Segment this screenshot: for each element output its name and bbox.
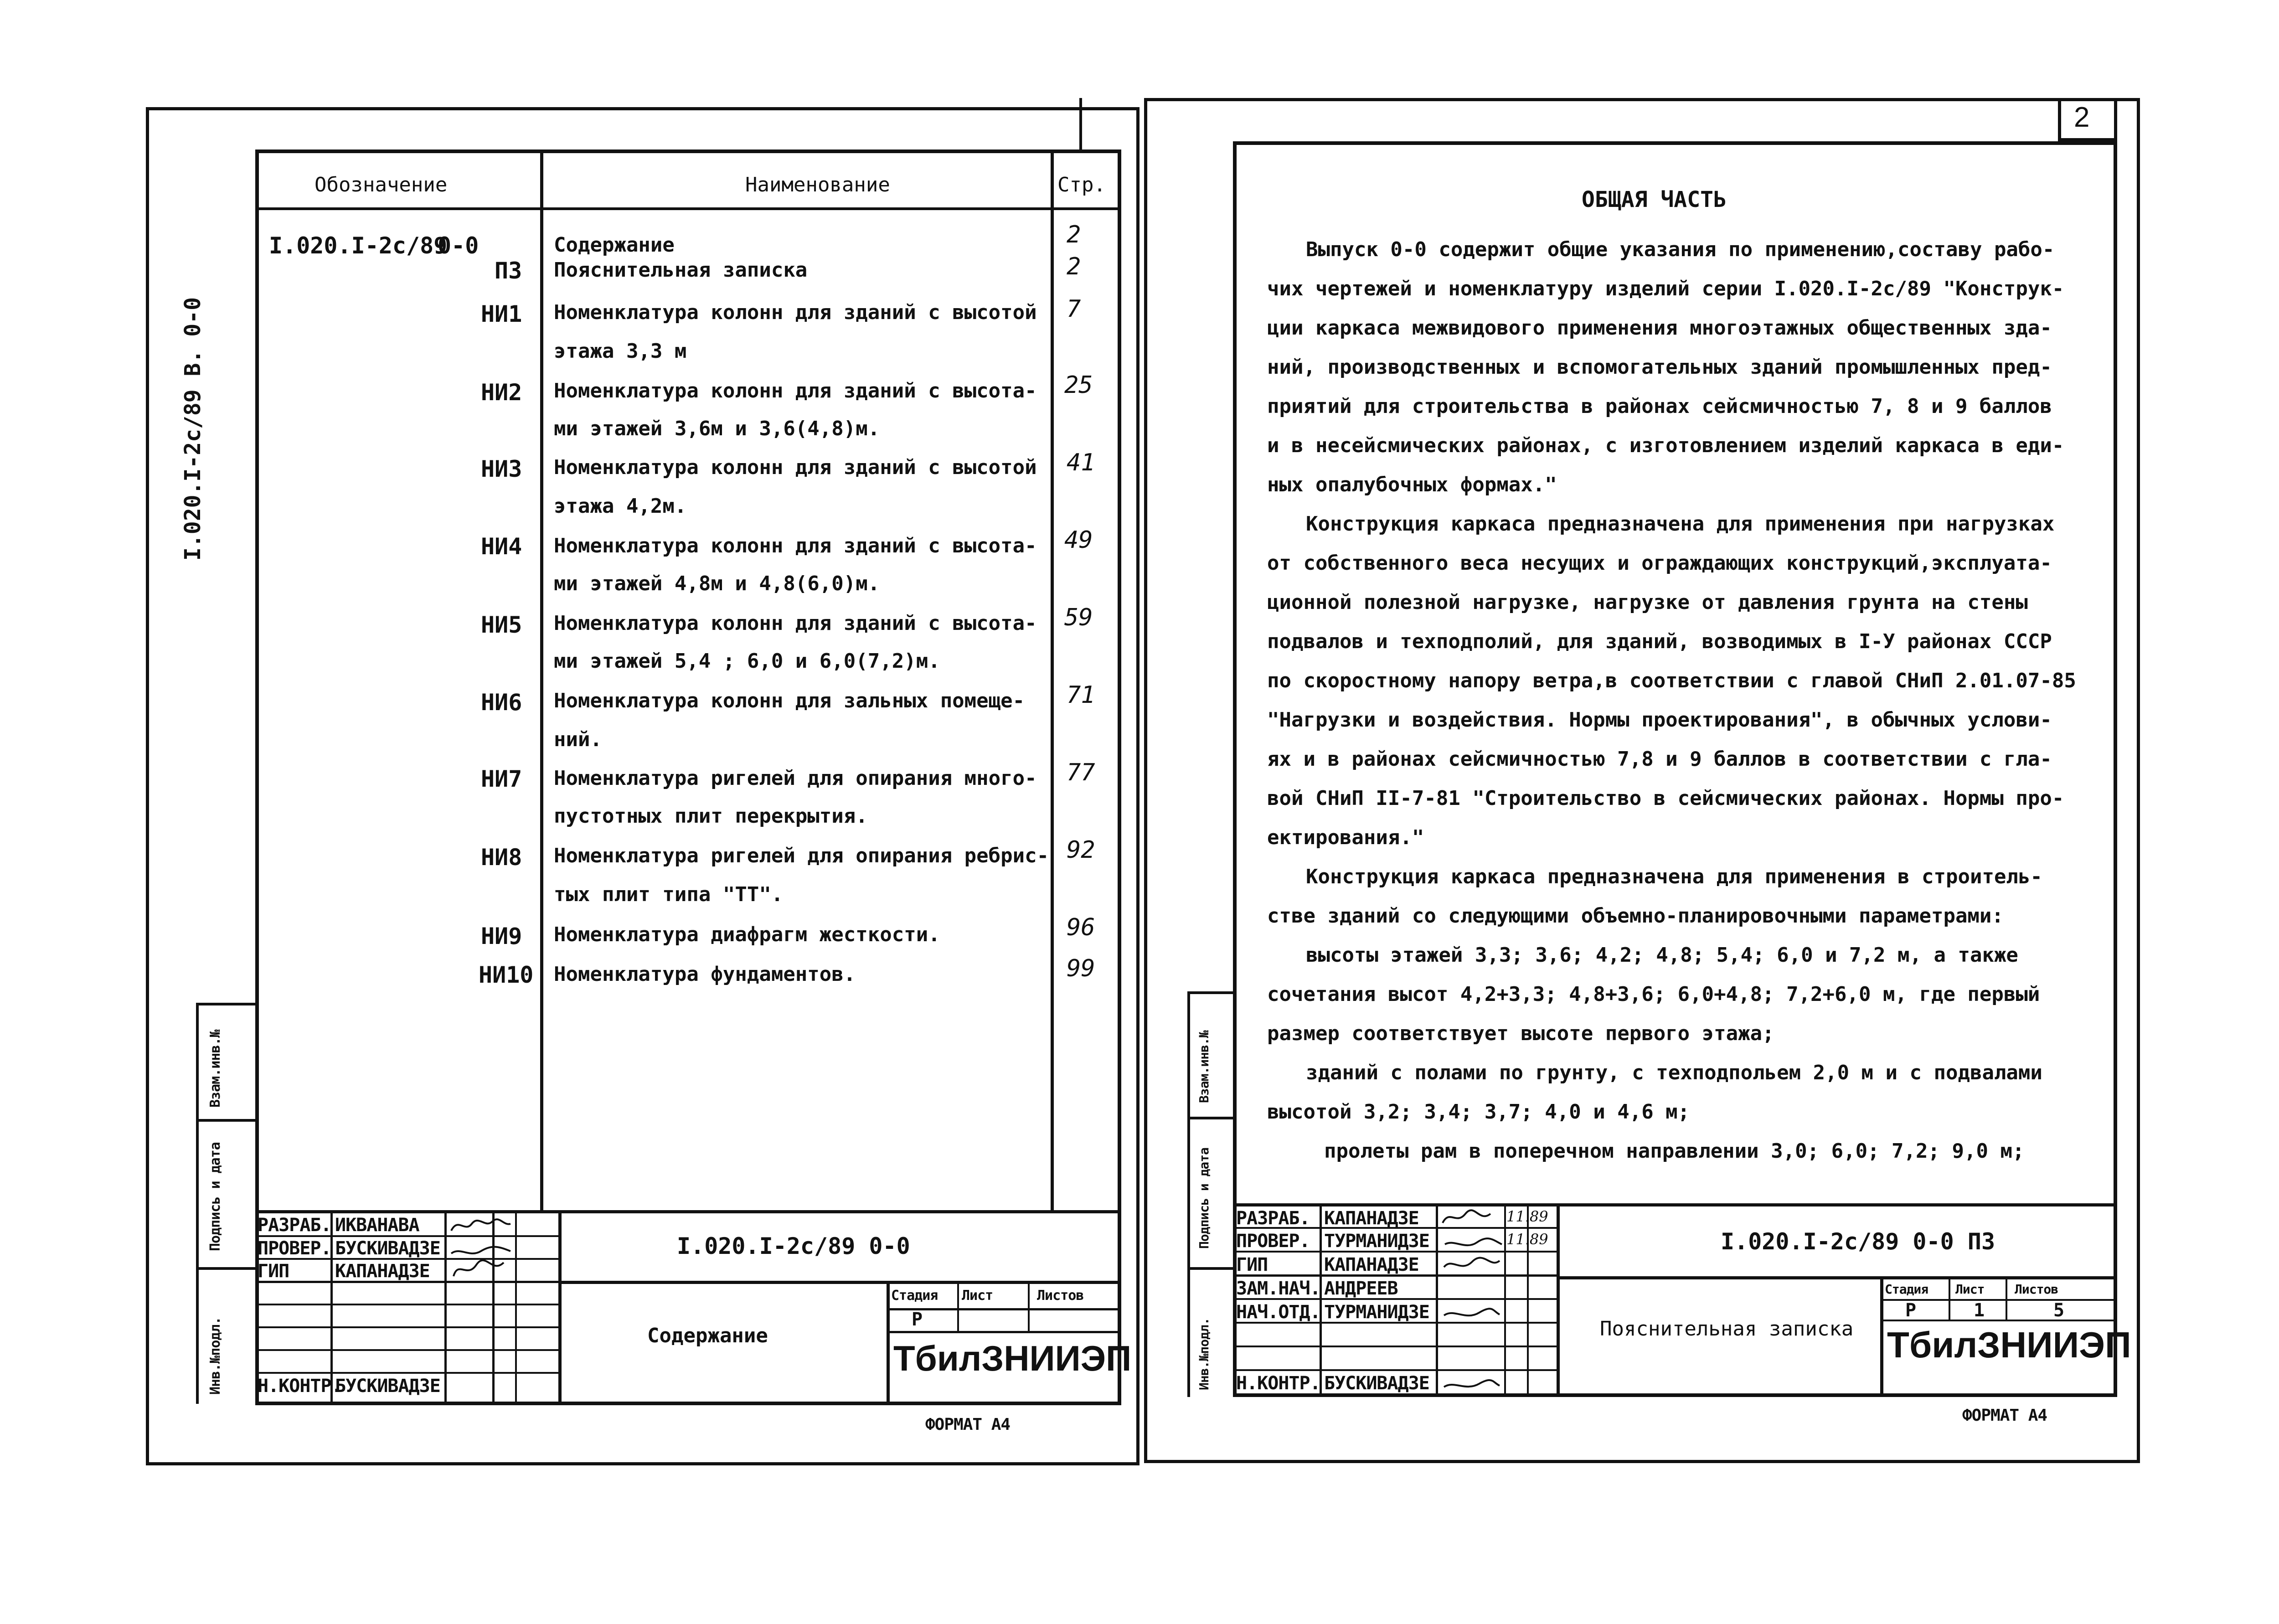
toc-row-name-cont: тых плит типа "ТТ". bbox=[554, 883, 784, 906]
side-label-signature-date: Подпись и дата bbox=[1196, 1147, 1212, 1249]
toc-row-name-cont: этажа 4,2м. bbox=[554, 495, 687, 518]
toc-row-name: Номенклатура колонн для зальных помеще- bbox=[554, 689, 1025, 712]
stamp-person: КАПАНАДЗЕ bbox=[1324, 1254, 1419, 1275]
stamp-role: ЗАМ.НАЧ. bbox=[1236, 1278, 1320, 1299]
left-stamp-title: Содержание bbox=[647, 1324, 768, 1347]
signature-scribble bbox=[1440, 1207, 1504, 1394]
para-line: ционной полезной нагрузке, нагрузке от давления грунта на стены bbox=[1267, 591, 2028, 614]
side-label-inv-podl: Инв.№подл. bbox=[1196, 1318, 1212, 1390]
toc-row-page: 77 bbox=[1067, 759, 1095, 786]
left-header-code: Обозначение bbox=[315, 173, 448, 196]
toc-row-page: 49 bbox=[1064, 526, 1093, 554]
stamp-role: ПРОВЕР. bbox=[1236, 1231, 1310, 1252]
para-line: Выпуск 0-0 содержит общие указания по применению,составу рабо- bbox=[1306, 238, 2055, 261]
sheets-value: 5 bbox=[2053, 1300, 2064, 1321]
para-line: зданий с полами по грунту, с техподпольем 2,0 м и с подвалами bbox=[1306, 1061, 2042, 1084]
toc-row-code: НИ3 bbox=[481, 456, 522, 482]
stage-value: Р bbox=[912, 1309, 923, 1330]
toc-row-page: 99 bbox=[1067, 955, 1095, 982]
stamp-role: ГИП bbox=[258, 1261, 289, 1282]
toc-row-page: 7 bbox=[1067, 295, 1081, 323]
toc-row-code: НИ8 bbox=[481, 844, 522, 871]
toc-row-name-cont: ний. bbox=[554, 728, 602, 751]
side-label-vzam-inv: Взам.инв.№ bbox=[1196, 1031, 1212, 1103]
left-org-name: ТбилЗНИИЭП bbox=[893, 1338, 1132, 1378]
stamp-role: ГИП bbox=[1236, 1254, 1268, 1275]
toc-row-name: Содержание bbox=[554, 233, 675, 257]
toc-row-name: Номенклатура колонн для зданий с высотой bbox=[554, 301, 1037, 324]
toc-row-code: НИ4 bbox=[481, 533, 522, 560]
side-label-vzam-inv: Взам.инв.№ bbox=[207, 1030, 223, 1108]
side-label-signature-date: Подпись и дата bbox=[207, 1142, 223, 1251]
right-org-name: ТбилЗНИИЭП bbox=[1887, 1325, 2131, 1365]
sheet-header: Лист bbox=[962, 1288, 993, 1304]
para-line: Конструкция каркаса предназначена для применения при нагрузках bbox=[1306, 512, 2055, 536]
para-line: подвалов и техподполий, для зданий, возводимых в I-У районах СССР bbox=[1267, 630, 2052, 653]
stamp-person: АНДРЕЕВ bbox=[1324, 1278, 1398, 1299]
sheets-header: Листов bbox=[2015, 1282, 2058, 1297]
stamp-person: КАПАНАДЗЕ bbox=[1324, 1208, 1419, 1229]
sheet-number: 2 bbox=[2074, 102, 2090, 133]
right-page-title: ОБЩАЯ ЧАСТЬ bbox=[1582, 187, 1727, 212]
stage-header: Стадия bbox=[1885, 1282, 1928, 1297]
toc-row-name: Номенклатура фундаментов. bbox=[554, 963, 856, 986]
toc-row-name-cont: ми этажей 3,6м и 3,6(4,8)м. bbox=[554, 417, 880, 440]
stamp-person: ТУРМАНИДЗЕ bbox=[1324, 1231, 1429, 1252]
binding-gutter-line bbox=[1079, 98, 1082, 153]
left-margin-code: I.020.I-2c/89 В. 0-0 bbox=[180, 297, 206, 561]
stamp-role: Н.КОНТР. bbox=[1236, 1373, 1320, 1394]
toc-row-page: 92 bbox=[1067, 836, 1095, 864]
toc-row-name: Номенклатура диафрагм жесткости. bbox=[554, 923, 940, 946]
toc-row-code: НИ2 bbox=[481, 379, 522, 406]
stamp-person: КАПАНАДЗЕ bbox=[335, 1261, 430, 1282]
left-col-divider-2 bbox=[1051, 150, 1054, 1212]
para-line: Конструкция каркаса предназначена для применения в строитель- bbox=[1306, 865, 2042, 888]
stamp-role: РАЗРАБ. bbox=[1236, 1208, 1310, 1229]
para-line: пролеты рам в поперечном направлении 3,0; 6,0; 7,2; 9,0 м; bbox=[1324, 1139, 2025, 1163]
para-line: приятий для строительства в районах сейсмичностью 7, 8 и 9 баллов bbox=[1267, 395, 2052, 418]
para-line: ний, производственных и вспомогательных зданий промышленных пред- bbox=[1267, 356, 2052, 379]
stamp-person: БУСКИВАДЗЕ bbox=[335, 1376, 440, 1397]
stamp-person: ТУРМАНИДЗЕ bbox=[1324, 1302, 1429, 1323]
toc-row-name: Номенклатура ригелей для опирания ребрис- bbox=[554, 844, 1049, 867]
stamp-role: НАЧ.ОТД. bbox=[1236, 1302, 1320, 1323]
right-stamp-title: Пояснительная записка bbox=[1600, 1317, 1854, 1340]
stamp-person: БУСКИВАДЗЕ bbox=[335, 1238, 440, 1259]
para-line: высоты этажей 3,3; 3,6; 4,2; 4,8; 5,4; 6,0 и 7,2 м, а также bbox=[1306, 943, 2018, 967]
left-series-code: I.020.I-2c/89 bbox=[269, 232, 448, 259]
para-line: от собственного веса несущих и ограждающих конструкций,эксплуата- bbox=[1267, 552, 2052, 575]
para-line: высотой 3,2; 3,4; 3,7; 4,0 и 4,6 м; bbox=[1267, 1100, 1690, 1124]
stamp-date: 11.89 bbox=[1506, 1208, 1548, 1225]
sheets-header: Листов bbox=[1037, 1288, 1084, 1304]
toc-row-page: 2 bbox=[1067, 221, 1081, 248]
stamp-role: Н.КОНТР. bbox=[258, 1376, 342, 1397]
stage-value: Р bbox=[1905, 1300, 1916, 1321]
para-line: ектирования." bbox=[1267, 826, 1424, 849]
stamp-role: ПРОВЕР. bbox=[258, 1238, 331, 1259]
toc-row-code: НИ6 bbox=[481, 689, 522, 716]
left-format-label: ФОРМАТ А4 bbox=[925, 1415, 1011, 1434]
side-label-inv-podl: Инв.№подл. bbox=[207, 1317, 223, 1395]
toc-row-name-cont: ми этажей 4,8м и 4,8(6,0)м. bbox=[554, 572, 880, 595]
para-line: ных опалубочных формах." bbox=[1267, 473, 1557, 496]
toc-row-name: Пояснительная записка bbox=[554, 258, 808, 282]
sheet-value: 1 bbox=[1974, 1300, 1985, 1321]
toc-row-page: 25 bbox=[1064, 371, 1093, 399]
right-stamp-doc-code: I.020.I-2c/89 0-0 ПЗ bbox=[1721, 1228, 1995, 1255]
toc-row-name: Номенклатура колонн для зданий с высота- bbox=[554, 379, 1037, 402]
toc-row-page: 71 bbox=[1067, 681, 1095, 709]
stamp-person: ИКВАНАВА bbox=[335, 1215, 419, 1236]
toc-row-page: 59 bbox=[1064, 604, 1093, 631]
toc-row-code: НИ10 bbox=[479, 962, 534, 988]
para-line: ции каркаса межвидового применения многоэтажных общественных зда- bbox=[1267, 316, 2052, 340]
para-line: "Нагрузки и воздействия. Нормы проектирования", в обычных услови- bbox=[1267, 708, 2052, 732]
para-line: ях и в районах сейсмичностью 7,8 и 9 баллов в соответствии с гла- bbox=[1267, 748, 2052, 771]
stamp-role: РАЗРАБ. bbox=[258, 1215, 331, 1236]
toc-row-code: НИ1 bbox=[481, 301, 522, 327]
stamp-date: 11.89 bbox=[1506, 1231, 1548, 1248]
stamp-person: БУСКИВАДЗЕ bbox=[1324, 1373, 1429, 1394]
toc-row-name: Номенклатура колонн для зданий с высота- bbox=[554, 612, 1037, 635]
toc-row-page: 96 bbox=[1067, 914, 1095, 941]
toc-row-name-cont: пустотных плит перекрытия. bbox=[554, 804, 868, 828]
left-stamp-doc-code: I.020.I-2c/89 0-0 bbox=[677, 1233, 910, 1259]
para-line: стве зданий со следующими объемно-планировочными параметрами: bbox=[1267, 904, 2004, 928]
toc-row-name-cont: этажа 3,3 м bbox=[554, 340, 687, 363]
signature-scribble bbox=[449, 1215, 513, 1283]
toc-row-page: 41 bbox=[1067, 449, 1095, 476]
toc-row-name: Номенклатура ригелей для опирания много- bbox=[554, 767, 1037, 790]
left-header-page: Стр. bbox=[1057, 173, 1106, 196]
right-format-label: ФОРМАТ А4 bbox=[1962, 1406, 2047, 1425]
toc-row-name: Номенклатура колонн для зданий с высота- bbox=[554, 534, 1037, 557]
toc-row-code: НИ9 bbox=[481, 923, 522, 949]
para-line: сочетания высот 4,2+3,3; 4,8+3,6; 6,0+4,8; 7,2+6,0 м, где первый bbox=[1267, 983, 2040, 1006]
para-line: по скоростному напору ветра,в соответствии с главой СНиП 2.01.07-85 bbox=[1267, 669, 2076, 692]
sheet-header: Лист bbox=[1955, 1282, 1985, 1297]
left-col-divider-1 bbox=[540, 150, 543, 1212]
toc-row-name: Номенклатура колонн для зданий с высотой bbox=[554, 456, 1037, 479]
para-line: и в несейсмических районах, с изготовлением изделий каркаса в еди- bbox=[1267, 434, 2064, 457]
toc-row-code: НИ5 bbox=[481, 612, 522, 638]
para-line: чих чертежей и номенклатуру изделий серии I.020.I-2c/89 "Конструк- bbox=[1267, 277, 2064, 300]
para-line: размер соответствует высоте первого этажа; bbox=[1267, 1022, 1774, 1045]
toc-row-code: 0-0 bbox=[438, 232, 479, 259]
stage-header: Стадия bbox=[891, 1288, 938, 1304]
para-line: вой СНиП II-7-81 "Строительство в сейсмических районах. Нормы про- bbox=[1267, 787, 2064, 810]
toc-row-code: ПЗ bbox=[495, 258, 522, 284]
toc-row-page: 2 bbox=[1067, 253, 1081, 280]
toc-row-name-cont: ми этажей 5,4 ; 6,0 и 6,0(7,2)м. bbox=[554, 650, 940, 673]
toc-row-code: НИ7 bbox=[481, 766, 522, 792]
left-header-rule bbox=[255, 207, 1121, 210]
left-header-name: Наименование bbox=[745, 173, 890, 196]
